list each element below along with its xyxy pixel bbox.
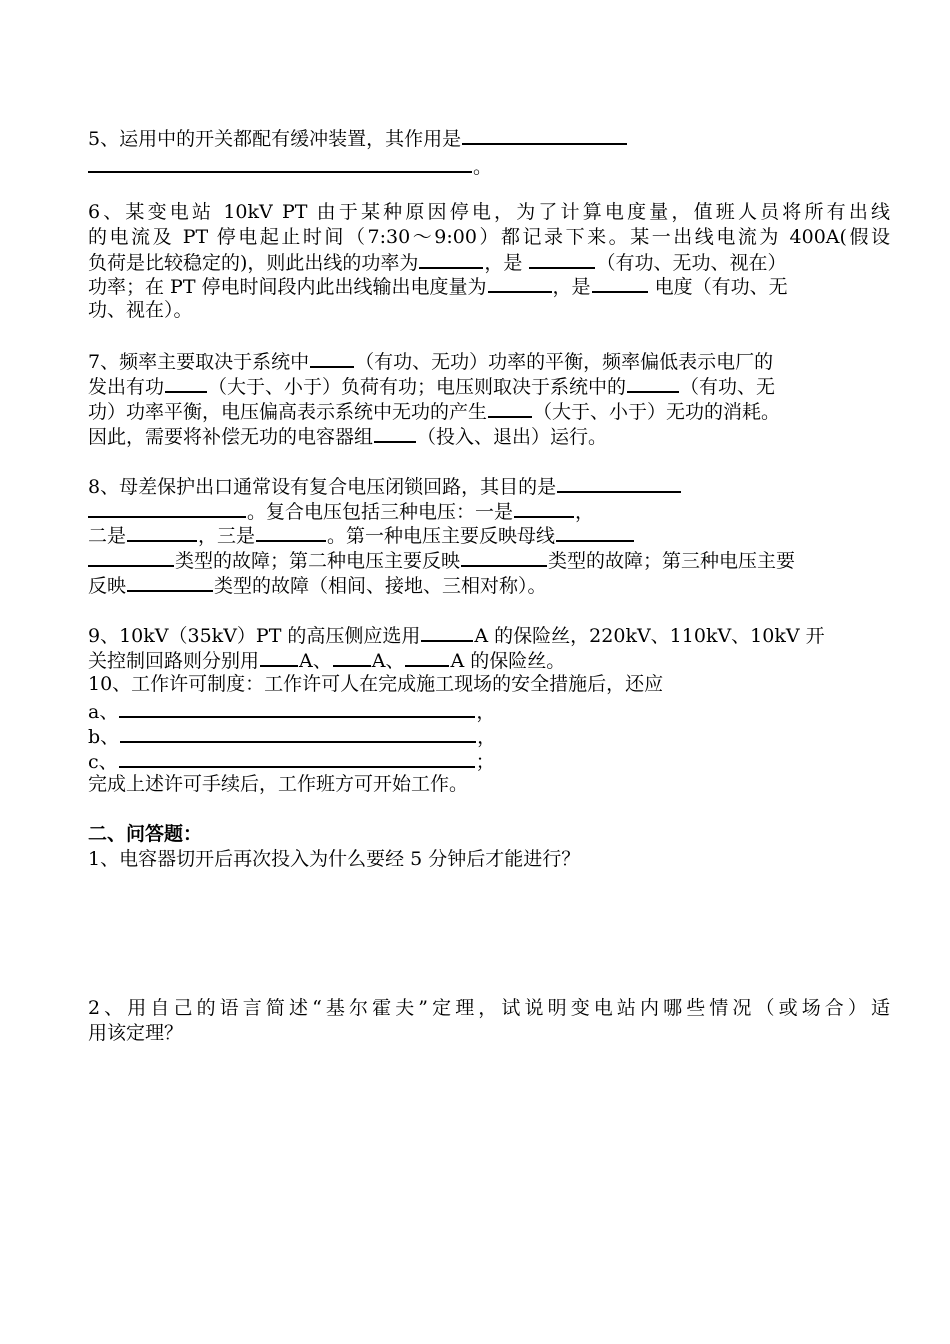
q7-line-1 <box>88 348 890 373</box>
q7-text-3b: （大于、小于）无功的消耗。 <box>533 401 781 423</box>
q5-text: 5、运用中的开关都配有缓冲装置，其作用是 <box>88 128 462 150</box>
q10-blank-c[interactable] <box>119 748 475 768</box>
q9-blank-pt-fuse[interactable] <box>421 622 473 642</box>
q8-text-3a: 二是 <box>88 525 127 547</box>
q6-line-1 <box>88 200 890 225</box>
q8-text-3c: 。第一种电压主要反映母线 <box>327 525 556 547</box>
q8-text-5b: 类型的故障（相间、接地、三相对称）。 <box>214 575 547 597</box>
q10-item-c-end: ； <box>475 751 495 773</box>
q8-line-2 <box>88 498 890 523</box>
q10-blank-b[interactable] <box>120 723 476 743</box>
q9-blank-10kv[interactable] <box>405 647 449 667</box>
q6-text-3b: ，是 <box>484 252 523 274</box>
q7-blank-5[interactable] <box>374 423 416 443</box>
q8-blank-purpose-2[interactable] <box>88 498 246 518</box>
q10-item-c <box>88 748 890 773</box>
q9-text-1b: A 的保险丝，220kV、110kV、10kV 开 <box>474 625 825 647</box>
q10-item-a-end: ， <box>476 701 496 723</box>
q9-text-2d: A 的保险丝。 <box>450 650 566 672</box>
q6-line-3 <box>88 249 890 274</box>
q6-text-5: 功、视在）。 <box>88 299 193 321</box>
q6-blank-power-type[interactable] <box>529 249 595 269</box>
q8-blank-type-1b[interactable] <box>88 547 174 567</box>
q10-item-c-label: c、 <box>88 751 118 773</box>
q10-item-b <box>88 723 890 748</box>
q8-text-4b: 类型的故障；第三种电压主要 <box>548 550 796 572</box>
q6-text-3a: 负荷是比较稳定的)，则此出线的功率为 <box>88 252 419 274</box>
q6-text-4c: 电度（有功、无 <box>654 276 788 298</box>
q9-blank-220kv[interactable] <box>260 647 298 667</box>
q7-text-3a: 功）功率平衡，电压偏高表示系统中无功的产生 <box>88 401 488 423</box>
q10-item-b-end: ， <box>477 726 497 748</box>
q7-blank-3[interactable] <box>627 373 679 393</box>
q7-text-4b: （投入、退出）运行。 <box>417 426 608 448</box>
q8-text-2b: ， <box>575 501 595 523</box>
q8-blank-type-2[interactable] <box>461 547 547 567</box>
q8-blank-type-1a[interactable] <box>556 522 634 542</box>
q5-line-2 <box>88 153 890 178</box>
q7-text-2a: 发出有功 <box>88 376 165 398</box>
q7-line-2 <box>88 373 890 398</box>
section2-q2-line-2 <box>88 1021 890 1046</box>
q8-blank-third[interactable] <box>256 522 326 542</box>
q8-line-4 <box>88 547 890 572</box>
q7-text-1a: 7、频率主要取决于系统中 <box>88 351 310 373</box>
q10-closing <box>88 772 890 797</box>
q8-blank-type-3[interactable] <box>127 572 213 592</box>
q8-text-3b: ，三是 <box>198 525 256 547</box>
section2-q1-text: 1、电容器切开后再次投入为什么要经 5 分钟后才能进行？ <box>88 848 581 870</box>
q5-line-1 <box>88 125 890 150</box>
q7-line-3 <box>88 398 890 423</box>
q6-text-3c: （有功、无功、视在） <box>596 252 787 274</box>
section2-q2-text-1: 2、用自己的语言简述“基尔霍夫”定理，试说明变电站内哪些情况（或场合）适 <box>88 997 890 1019</box>
q7-blank-1[interactable] <box>310 348 354 368</box>
q6-line-4 <box>88 273 890 298</box>
q7-text-2b: （大于、小于）负荷有功；电压则取决于系统中的 <box>208 376 627 398</box>
q7-text-1b: （有功、无功）功率的平衡，频率偏低表示电厂的 <box>355 351 774 373</box>
section2-q1 <box>88 847 890 872</box>
section2-q2-line-1 <box>88 996 890 1021</box>
q10-text-1: 10、工作许可制度：工作许可人在完成施工现场的安全措施后，还应 <box>88 673 664 695</box>
q8-text-2a: 。复合电压包括三种电压：一是 <box>247 501 514 523</box>
q9-text-2a: 关控制回路则分别用 <box>88 650 260 672</box>
q8-text-1: 8、母差保护出口通常设有复合电压闭锁回路，其目的是 <box>88 476 557 498</box>
q9-blank-110kv[interactable] <box>333 647 371 667</box>
section2-q2-text-2: 用该定理？ <box>88 1022 184 1044</box>
q10-closing-text: 完成上述许可手续后，工作班方可开始工作。 <box>88 773 469 795</box>
q8-line-3 <box>88 522 890 547</box>
q5-end: 。 <box>473 156 493 178</box>
q6-blank-energy-type[interactable] <box>592 273 648 293</box>
q7-blank-2[interactable] <box>165 373 207 393</box>
q8-line-5 <box>88 572 890 597</box>
q9-text-1a: 9、10kV（35kV）PT 的高压侧应选用 <box>88 625 421 647</box>
q10-blank-a[interactable] <box>119 698 475 718</box>
q5-blank-1[interactable] <box>462 125 627 145</box>
q10-item-a <box>88 698 890 723</box>
q5-blank-2[interactable] <box>88 153 472 173</box>
q7-blank-4[interactable] <box>488 398 532 418</box>
q9-text-2b: A、 <box>299 650 332 672</box>
q8-line-1 <box>88 473 890 498</box>
q6-line-2 <box>88 225 890 250</box>
q6-text-2: 的电流及 PT 停电起止时间（7:30～9:00）都记录下来。某一出线电流为 400A(假设 <box>88 226 890 248</box>
q7-line-4 <box>88 423 890 448</box>
q6-line-5 <box>88 298 890 323</box>
q6-text-4b: ，是 <box>552 276 591 298</box>
q8-blank-purpose-1[interactable] <box>557 473 681 493</box>
section2-heading <box>88 822 890 847</box>
q9-line-1 <box>88 622 890 647</box>
q10-line-1 <box>88 672 890 697</box>
q8-text-4a: 类型的故障；第二种电压主要反映 <box>175 550 461 572</box>
q6-blank-energy[interactable] <box>488 273 552 293</box>
q9-line-2 <box>88 647 890 672</box>
q6-text-1: 6、某变电站 10kV PT 由于某种原因停电，为了计算电度量，值班人员将所有出线 <box>88 201 890 223</box>
q6-text-4a: 功率；在 PT 停电时间段内此出线输出电度量为 <box>88 276 487 298</box>
q8-blank-first[interactable] <box>514 498 574 518</box>
q6-blank-power[interactable] <box>419 249 483 269</box>
q10-item-a-label: a、 <box>88 701 119 723</box>
q10-item-b-label: b、 <box>88 726 120 748</box>
q7-text-4a: 因此，需要将补偿无功的电容器组 <box>88 426 374 448</box>
q9-text-2c: A、 <box>371 650 405 672</box>
q8-text-5a: 反映 <box>88 575 127 597</box>
q8-blank-second[interactable] <box>127 522 197 542</box>
section2-heading-text: 二、问答题： <box>88 823 203 845</box>
q7-text-2c: （有功、无 <box>680 376 776 398</box>
